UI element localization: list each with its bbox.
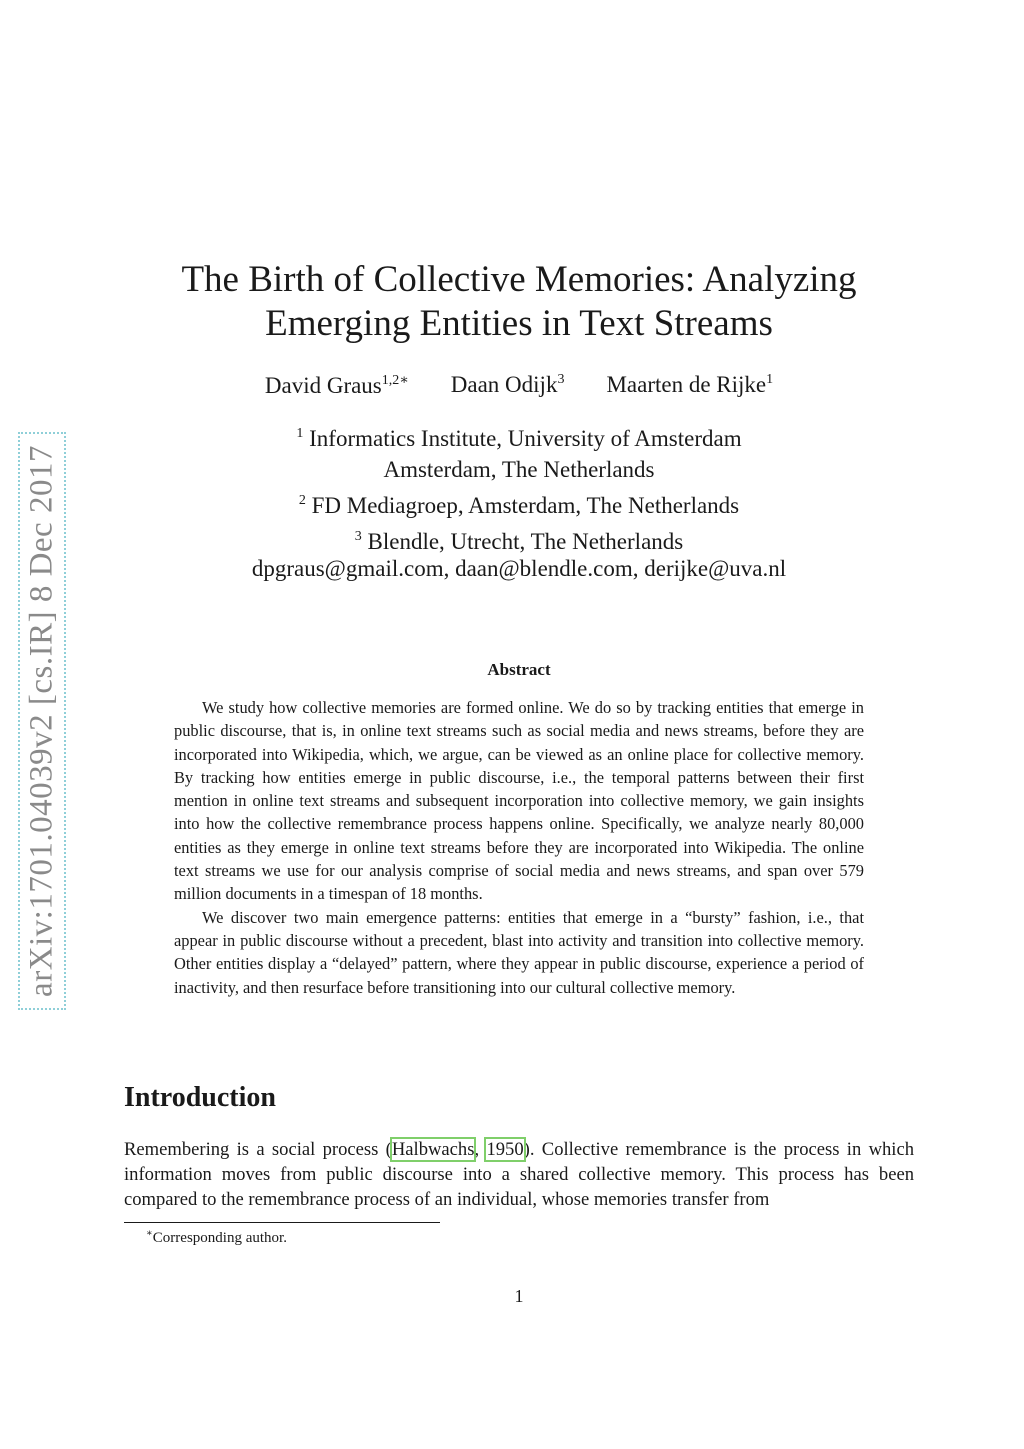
abstract-heading: Abstract — [487, 660, 551, 679]
arxiv-identifier: arXiv:1701.04039v2 [cs.IR] 8 Dec 2017 — [23, 445, 60, 997]
author: David Graus$^{1,2∗}$ — [264, 373, 409, 398]
author-list — [124, 372, 914, 399]
footnote-divider — [124, 1222, 440, 1223]
title-line: Emerging Entities in Text Streams — [265, 303, 773, 344]
affiliations — [124, 418, 914, 557]
affiliation: $^1$ Informatics Institute, University of Amsterdam — [296, 426, 742, 451]
footnote: ∗Corresponding author. — [146, 1228, 287, 1246]
affiliation: $^2$ FD Mediagroep, Amsterdam, The Netherlands — [298, 493, 740, 518]
arxiv-stamp — [18, 432, 66, 1010]
affiliation: $^3$ Blendle, Utrecht, The Netherlands — [354, 529, 684, 554]
author: Daan Odijk$^3$ — [450, 372, 565, 397]
citation-link-author[interactable]: Halbwachs — [391, 1139, 475, 1160]
title-line: The Birth of Collective Memories: Analyzing — [181, 259, 857, 300]
citation-link-year[interactable]: 1950 — [486, 1139, 524, 1160]
abstract-body — [174, 696, 864, 999]
author: Maarten de Rijke$^1$ — [606, 372, 774, 397]
page-number: 1 — [514, 1286, 524, 1306]
introduction-paragraph: Remembering is a social process (Halbwachs, 1950). Collective remembrance is the process in which information moves from public discourse into a shared collective memory. This process has been compared to the remembrance process of an individual, whose memories transfer from — [124, 1139, 915, 1210]
abstract-paragraph: We study how collective memories are formed online. We do so by tracking entities that emerge in public discourse, that is, in online text streams such as social media and news streams, before they are incorporated into Wikipedia, which, we argue, can be viewed as an online place for collective memory. By tracking how entities emerge in public discourse, i.e., the temporal patterns between their first mention in online text streams and subsequent incorporation into collective memory, we gain insights into how the collective remembrance process happens online. Specifically, we analyze nearly 80,000 entities as they emerge in online text streams before they are incorporated into Wikipedia. The online text streams we use for our analysis comprise of social media and news streams, and span over 579 million documents in a timespan of 18 months. — [174, 698, 864, 904]
affiliation: Amsterdam, The Netherlands — [383, 457, 655, 482]
abstract-paragraph: We discover two main emergence patterns: entities that emerge in a “bursty” fashion, i.e., that appear in public discourse without a precedent, blast into activity and transition into collective memory. Other entities display a “delayed” pattern, where they appear in public discourse, experience a period of inactivity, and then resurface before transitioning into our cultural collective memory. — [174, 907, 864, 997]
paper-title — [124, 258, 914, 346]
author-emails: dpgraus@gmail.com, daan@blendle.com, derijke@uva.nl — [251, 556, 787, 581]
section-heading-introduction: Introduction — [124, 1082, 276, 1113]
